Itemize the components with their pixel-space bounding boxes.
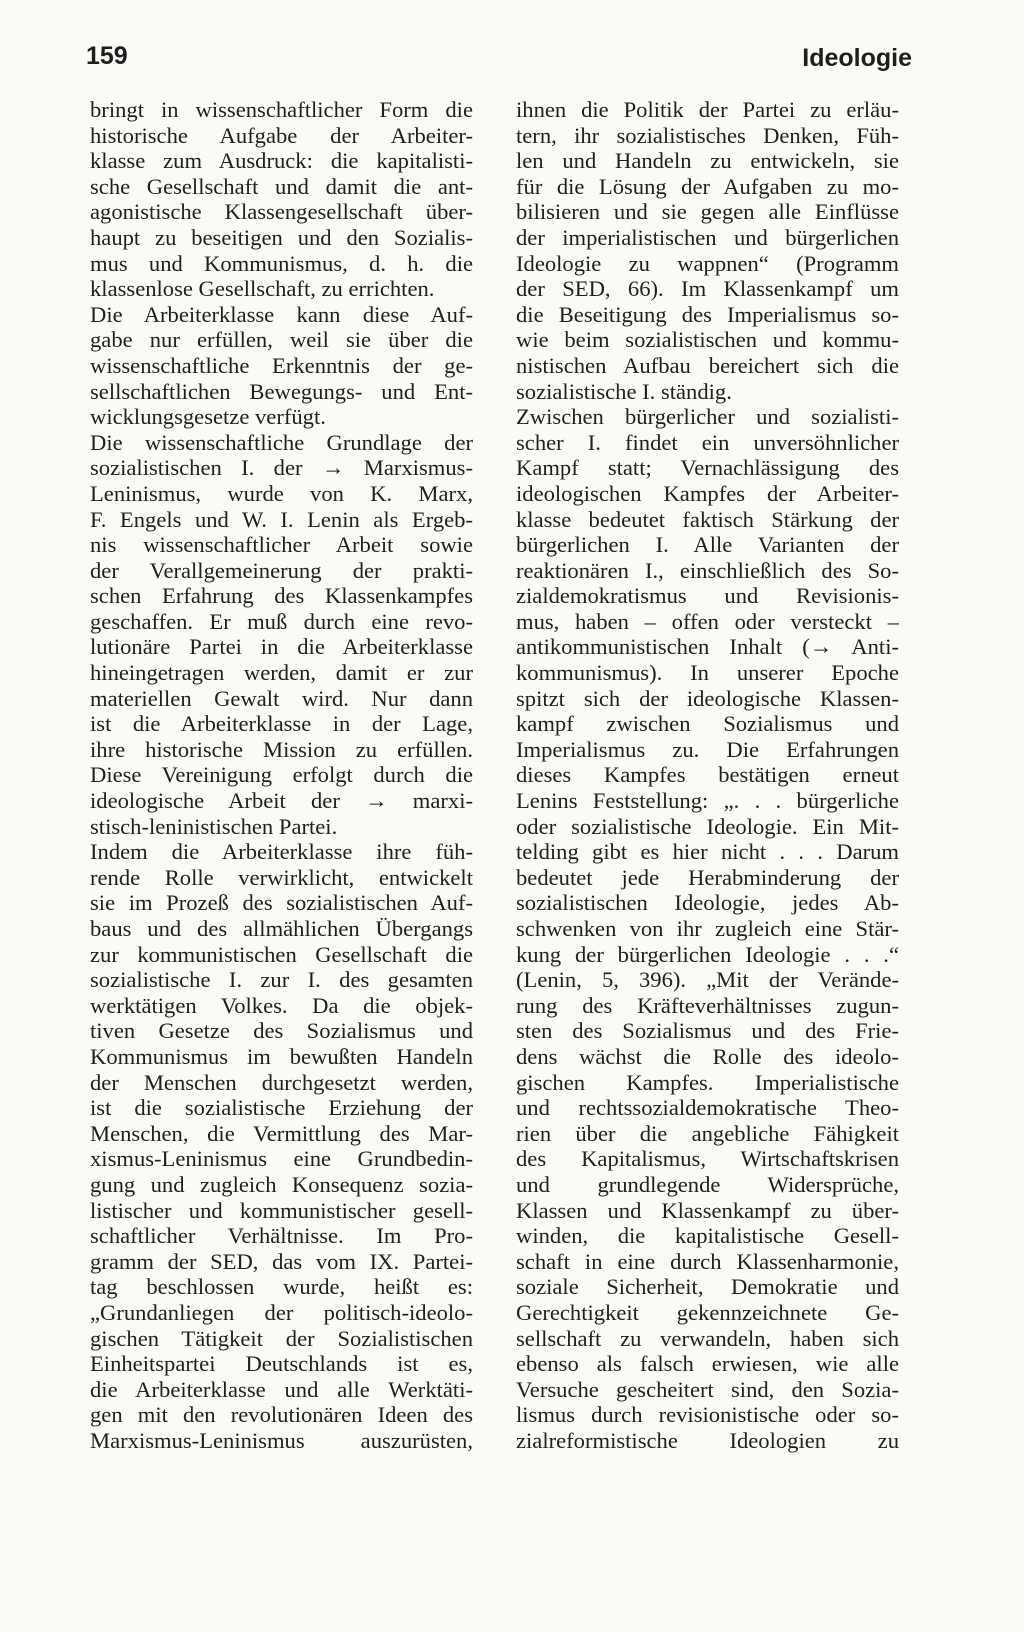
page-number: 159	[86, 42, 128, 70]
text-line: bürgerlichen I. Alle Varianten der	[516, 532, 899, 558]
text-line: ihre historische Mission zu erfüllen.	[90, 736, 473, 762]
left-column	[90, 97, 473, 1453]
text-line: klasse zum Ausdruck: die kapitalisti-	[90, 148, 473, 174]
text-line: dens wächst die Rolle des ideolo-	[516, 1043, 899, 1069]
text-line: lismus durch revisionistische oder so-	[516, 1402, 899, 1428]
text-line: der Verallgemeinerung der prakti-	[90, 557, 473, 583]
text-line: ideologische Arbeit der → marxi-	[90, 788, 473, 814]
text-line: oder sozialistische Ideologie. Ein Mit-	[516, 813, 899, 839]
text-line: Kommunismus im bewußten Handeln	[90, 1043, 473, 1069]
text-line: sozialistischen I. der → Marxismus-	[90, 455, 473, 481]
text-line: „Grundanliegen der politisch-ideolo-	[90, 1299, 473, 1325]
text-line: nis wissenschaftlicher Arbeit sowie	[90, 532, 473, 558]
text-line: mus und Kommunismus, d. h. die	[90, 250, 473, 276]
text-line: kung der bürgerlichen Ideologie . . .“	[516, 941, 899, 967]
text-line: gischen Kampfes. Imperialistische	[516, 1069, 899, 1095]
text-line: und grundlegende Widersprüche,	[516, 1171, 899, 1197]
text-line: antikommunistischen Inhalt (→ Anti-	[516, 634, 899, 660]
text-line: kommunismus). In unserer Epoche	[516, 660, 899, 686]
text-line: ebenso als falsch erwiesen, wie alle	[516, 1351, 899, 1377]
text-line: xismus-Leninismus eine Grundbedin-	[90, 1146, 473, 1172]
text-line: schwenken von ihr zugleich eine Stär-	[516, 916, 899, 941]
text-line: geschaffen. Er muß durch eine revo-	[90, 608, 473, 634]
text-line: telding gibt es hier nicht . . . Darum	[516, 839, 899, 865]
text-line: Gerechtigkeit gekennzeichnete Ge-	[516, 1299, 899, 1325]
running-head: Ideologie	[802, 44, 912, 72]
text-line: werktätigen Volkes. Da die objek-	[90, 992, 473, 1018]
text-line: agonistische Klassengesellschaft über-	[90, 199, 473, 225]
text-line: spitzt sich der ideologische Klassen-	[516, 685, 899, 711]
text-line: die Beseitigung des Imperialismus so-	[516, 301, 899, 327]
text-line: ist die sozialistische Erziehung der	[90, 1095, 473, 1121]
text-line: für die Lösung der Aufgaben zu mo-	[516, 173, 899, 199]
text-line: hineingetragen werden, damit er zur	[90, 660, 473, 686]
text-line: haupt zu beseitigen und den Sozialis-	[90, 224, 473, 250]
text-line: zialdemokratismus und Revisionis-	[516, 583, 899, 609]
text-line: sche Gesellschaft und damit die ant-	[90, 173, 473, 199]
text-line: Versuche gescheitert sind, den Sozia-	[516, 1376, 899, 1402]
text-line: listischer und kommunistischer gesell-	[90, 1197, 473, 1223]
text-line: Die wissenschaftliche Grundlage der	[90, 429, 473, 455]
text-line: Imperialismus zu. Die Erfahrungen	[516, 736, 899, 762]
text-line: rung des Kräfteverhältnisses zugun-	[516, 992, 899, 1018]
text-line: schen Erfahrung des Klassenkampfes	[90, 583, 473, 609]
text-line: schaftlicher Verhältnisse. Im Pro-	[90, 1223, 473, 1249]
text-line: sozialistische I. ständig.	[516, 378, 732, 404]
text-line: bilisieren und sie gegen alle Einflüsse	[516, 199, 899, 225]
text-line: sozialistischen Ideologie, jedes Ab-	[516, 890, 899, 916]
text-line: reaktionären I., einschließlich des So-	[516, 557, 899, 583]
text-line: sten des Sozialismus und des Frie-	[516, 1018, 899, 1044]
text-line: sellschaft zu verwandeln, haben sich	[516, 1325, 899, 1351]
text-line: Die Arbeiterklasse kann diese Auf-	[90, 301, 473, 327]
text-line: F. Engels und W. I. Lenin als Ergeb-	[90, 506, 473, 532]
text-line: tiven Gesetze des Sozialismus und	[90, 1018, 473, 1044]
text-line: der imperialistischen und bürgerlichen	[516, 224, 899, 250]
right-column	[516, 97, 899, 1453]
text-line: tern, ihr sozialistisches Denken, Füh-	[516, 122, 899, 148]
text-line: Diese Vereinigung erfolgt durch die	[90, 762, 473, 788]
text-line: des Kapitalismus, Wirtschaftskrisen	[516, 1146, 899, 1172]
text-line: Einheitspartei Deutschlands ist es,	[90, 1351, 473, 1377]
text-line: kampf zwischen Sozialismus und	[516, 711, 899, 737]
text-line: baus und des allmählichen Übergangs	[90, 916, 473, 941]
text-line: tag beschlossen wurde, heißt es:	[90, 1274, 473, 1300]
text-line: Kampf statt; Vernachlässigung des	[516, 455, 899, 481]
text-line: scher I. findet ein unversöhnlicher	[516, 429, 899, 455]
text-line: Zwischen bürgerlicher und sozialisti-	[516, 404, 899, 430]
text-line: dieses Kampfes bestätigen erneut	[516, 762, 899, 788]
text-line: ideologischen Kampfes der Arbeiter-	[516, 480, 899, 506]
text-line: wie beim sozialistischen und kommu-	[516, 327, 899, 353]
text-line: Marxismus-Leninismus auszurüsten,	[90, 1427, 473, 1453]
text-line: zur kommunistischen Gesellschaft die	[90, 941, 473, 967]
text-line: (Lenin, 5, 396). „Mit der Verände-	[516, 967, 899, 993]
text-line: gung und zugleich Konsequenz sozia-	[90, 1171, 473, 1197]
text-line: sozialistische I. zur I. des gesamten	[90, 967, 473, 993]
text-line: stisch-leninistischen Partei.	[90, 813, 338, 839]
text-line: bedeutet jede Herabminderung der	[516, 864, 899, 890]
text-line: len und Handeln zu entwickeln, sie	[516, 148, 899, 174]
text-line: sie im Prozeß des sozialistischen Auf-	[90, 890, 473, 916]
text-line: gischen Tätigkeit der Sozialistischen	[90, 1325, 473, 1351]
text-line: soziale Sicherheit, Demokratie und	[516, 1274, 899, 1300]
text-line: der SED, 66). Im Klassenkampf um	[516, 276, 899, 302]
text-line: wissenschaftliche Erkenntnis der ge-	[90, 352, 473, 378]
text-line: winden, die kapitalistische Gesell-	[516, 1223, 899, 1249]
text-line: der Menschen durchgesetzt werden,	[90, 1069, 473, 1095]
text-line: lutionäre Partei in die Arbeiterklasse	[90, 634, 473, 660]
text-line: klasse bedeutet faktisch Stärkung der	[516, 506, 899, 532]
text-line: gen mit den revolutionären Ideen des	[90, 1402, 473, 1428]
text-line: Klassen und Klassenkampf zu über-	[516, 1197, 899, 1223]
text-line: gramm der SED, das vom IX. Partei-	[90, 1248, 473, 1274]
text-line: ihnen die Politik der Partei zu erläu-	[516, 97, 899, 122]
text-line: gabe nur erfüllen, weil sie über die	[90, 327, 473, 353]
text-line: Menschen, die Vermittlung des Mar-	[90, 1120, 473, 1146]
text-line: schaft in eine durch Klassenharmonie,	[516, 1248, 899, 1274]
text-line: Ideologie zu wappnen“ (Programm	[516, 250, 899, 276]
text-line: Leninismus, wurde von K. Marx,	[90, 480, 473, 506]
text-line: materiellen Gewalt wird. Nur dann	[90, 685, 473, 711]
text-line: wicklungsgesetze verfügt.	[90, 404, 326, 430]
text-line: und rechtssozialdemokratische Theo-	[516, 1095, 899, 1121]
text-line: Indem die Arbeiterklasse ihre füh-	[90, 839, 473, 865]
text-line: mus, haben – offen oder versteckt –	[516, 608, 899, 634]
text-line: die Arbeiterklasse und alle Werktäti-	[90, 1376, 473, 1402]
text-line: nistischen Aufbau bereichert sich die	[516, 352, 899, 378]
text-line: bringt in wissenschaftlicher Form die	[90, 97, 473, 122]
text-line: sellschaftlichen Bewegungs- und Ent-	[90, 378, 473, 404]
text-line: Lenins Feststellung: „. . . bürgerliche	[516, 788, 899, 814]
text-line: klassenlose Gesellschaft, zu errichten.	[90, 276, 435, 302]
text-line: historische Aufgabe der Arbeiter-	[90, 122, 473, 148]
text-line: rende Rolle verwirklicht, entwickelt	[90, 864, 473, 890]
text-line: zialreformistische Ideologien zu	[516, 1427, 899, 1453]
text-line: ist die Arbeiterklasse in der Lage,	[90, 711, 473, 737]
text-line: rien über die angebliche Fähigkeit	[516, 1120, 899, 1146]
